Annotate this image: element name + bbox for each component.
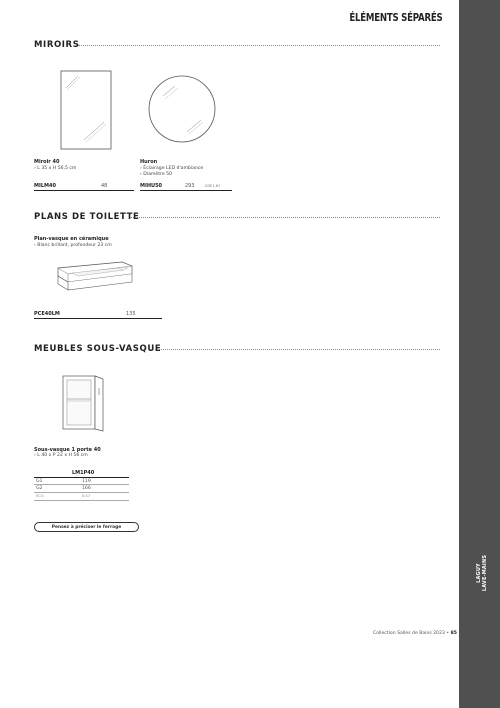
sous-vasque-image bbox=[58, 373, 106, 433]
table-row-label: G1 bbox=[36, 479, 43, 484]
footer-text: Collection Salles de Bains 2023 bbox=[372, 631, 445, 636]
huron-price: 293 bbox=[185, 183, 195, 189]
plan-vasque-name: Plan-vasque en céramique bbox=[34, 236, 109, 242]
miroir-40-name: Miroir 40 bbox=[34, 159, 60, 165]
page-title: ÉLÉMENTS SÉPARÉS bbox=[348, 12, 442, 24]
plan-vasque-ref-row bbox=[34, 310, 162, 319]
huron-spec-2: › Diamètre 50 bbox=[140, 172, 172, 177]
table-row bbox=[34, 477, 129, 485]
huron-ref-code: MIHU50 bbox=[140, 183, 163, 189]
section-title-meubles: MEUBLES SOUS-VASQUE bbox=[34, 344, 162, 354]
huron-mirror-image bbox=[147, 74, 217, 144]
miroir-40-image bbox=[60, 70, 112, 150]
huron-name: Huron bbox=[140, 159, 158, 165]
side-label-line2: LAVE-MAINS bbox=[482, 554, 488, 592]
huron-extra: D3E1,67 bbox=[205, 184, 221, 188]
section-title-miroirs: MIROIRS bbox=[34, 40, 80, 50]
miroir-40-price: 48 bbox=[101, 183, 108, 189]
section-divider bbox=[78, 45, 440, 46]
table-row-label: ECO bbox=[36, 494, 44, 498]
ferrage-button[interactable]: Pensez à préciser le ferrage bbox=[34, 522, 139, 532]
table-row-label: G2 bbox=[36, 486, 43, 491]
side-label-line1: LAGUY bbox=[476, 563, 482, 583]
plan-vasque-image bbox=[56, 260, 134, 294]
table-row-value: 119 bbox=[82, 479, 91, 484]
table-row-value: 166 bbox=[82, 486, 91, 491]
section-header-miroirs bbox=[34, 40, 79, 50]
table-row-value: 0,47 bbox=[82, 494, 91, 498]
miroir-40-ref-row bbox=[34, 182, 134, 191]
section-title-plans: PLANS DE TOILETTE bbox=[34, 212, 140, 222]
table-row bbox=[34, 493, 129, 501]
huron-spec-1: › Éclairage LED d'ambiance bbox=[140, 166, 204, 171]
plan-vasque-spec: › Blanc brillant, profondeur 23 cm bbox=[34, 243, 112, 248]
section-divider bbox=[150, 349, 440, 350]
table-row bbox=[34, 485, 129, 493]
miroir-40-ref-code: MILM40 bbox=[34, 183, 56, 189]
plan-vasque-price: 135 bbox=[126, 311, 136, 317]
sous-vasque-table-header: LM1P40 bbox=[72, 470, 95, 476]
miroir-40-spec: › L 35 x H 56,5 cm bbox=[34, 166, 77, 171]
huron-ref-row bbox=[140, 182, 232, 191]
sous-vasque-spec: › L 40 x P 22 x H 56 cm bbox=[34, 453, 88, 458]
plan-vasque-ref-code: PCE40LM bbox=[34, 311, 60, 317]
side-label bbox=[472, 551, 492, 595]
section-header-plans bbox=[34, 212, 139, 222]
page-footer bbox=[373, 631, 457, 636]
page-number: 85 bbox=[450, 631, 457, 636]
sous-vasque-name: Sous-vasque 1 porte 40 bbox=[34, 447, 101, 453]
side-band bbox=[459, 0, 500, 708]
footer-separator: • bbox=[446, 631, 450, 636]
section-header-meubles bbox=[34, 344, 161, 354]
section-divider bbox=[131, 217, 440, 218]
